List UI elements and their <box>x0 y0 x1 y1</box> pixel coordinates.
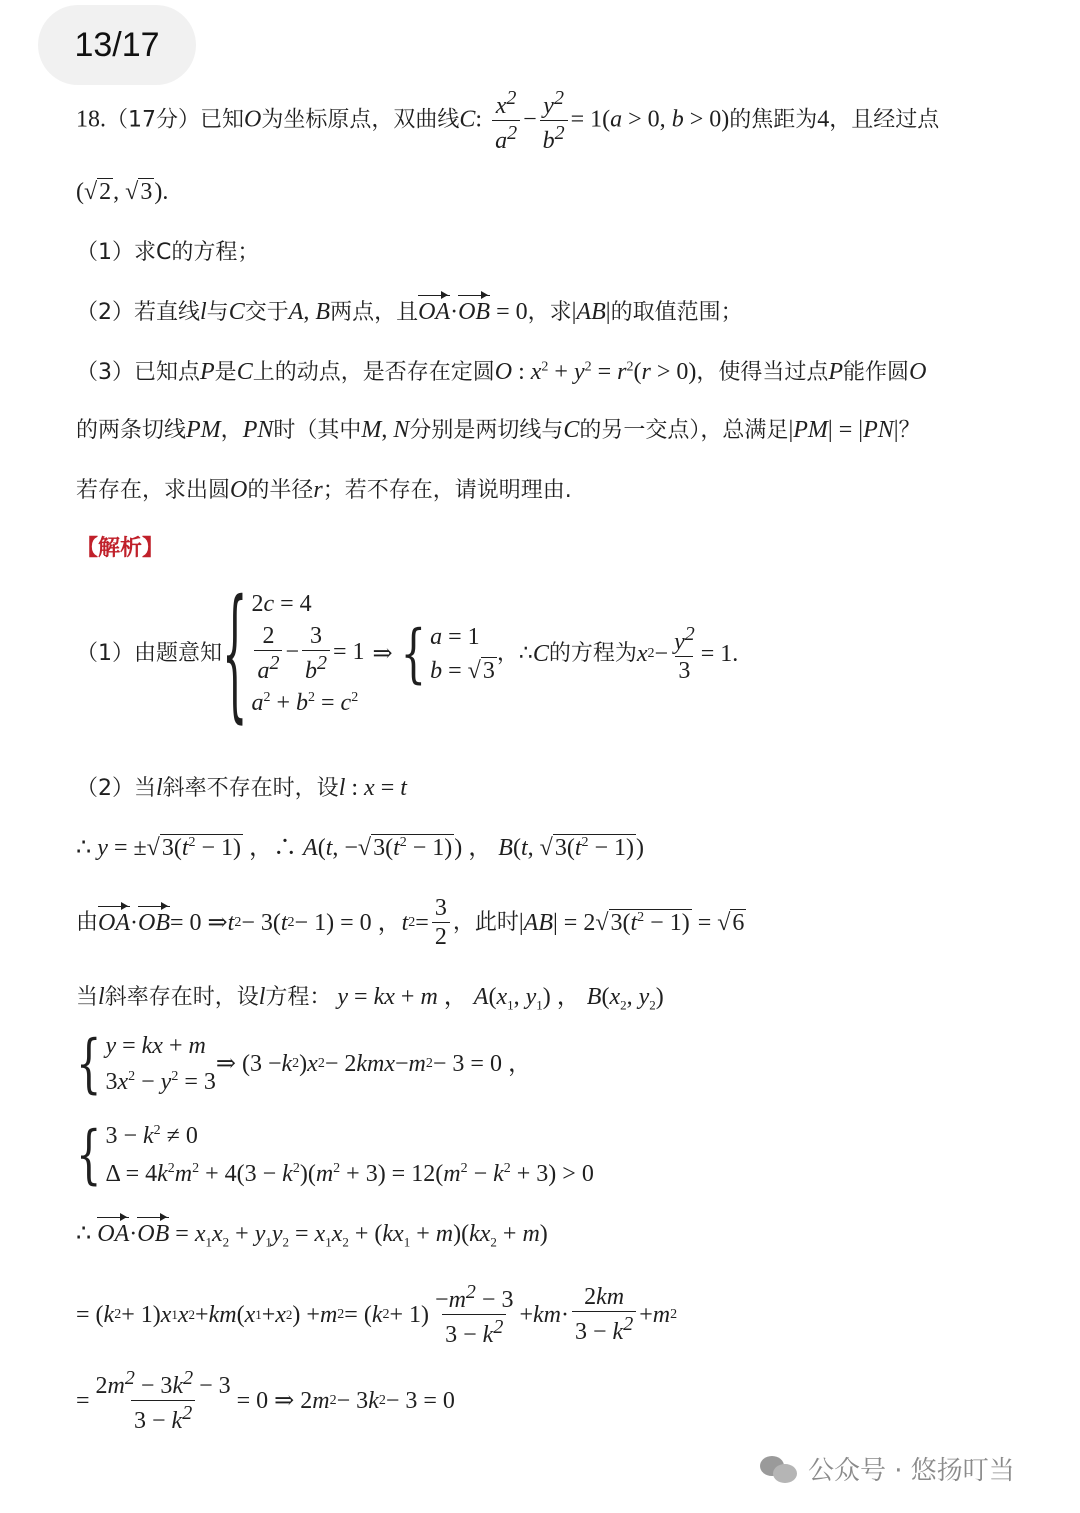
question-part-2: （2）若直线l与C交于A, B两点，且OA·OB = 0，求|AB|的取值范围； <box>76 299 743 325</box>
watermark <box>760 1450 1015 1487</box>
problem-point: (√2, √3). <box>76 179 169 205</box>
problem-text: 交于 <box>244 300 289 325</box>
problem-text: 若存在，求出圆 <box>76 478 231 503</box>
solution-part-2: （2）当l斜率不存在时，设l : x = t <box>76 775 407 801</box>
problem-text: 的另一交点），总满足 <box>579 418 789 443</box>
solution-math-line: ∴ $OA\cdot OB = x_1x_2 + y_1y_2 = x_1x_2 + (kx_1 + m)(kx_2 + m)$ <box>76 1221 548 1250</box>
problem-text: 时（其中 <box>273 418 362 443</box>
solution-math-line: 由 OA · OB = 0 ⇒ t 2 − 3( t 2 − 1) = 0 ， t 2 = $\frac{3}{2}$ ，此时 | AB | = $2√3(t^2 - 1) = √6$ <box>76 895 745 950</box>
solution-text: ，∴ <box>496 640 533 666</box>
problem-text: 的焦距为 <box>729 107 818 133</box>
solution-math-line: = ( k 2 + 1) x 1 x 2 + km ( x 1 + x 2 ) + m 2 = ( k 2 + 1) $\frac{-m^2 - 3}{3 - k^2}$ + km · $\frac{2km}{3 - k^2}$ + m 2 <box>76 1281 678 1348</box>
problem-text: ，使得当过点 <box>696 360 829 385</box>
problem-text: （2）若直线 <box>76 300 200 325</box>
solution-text: 由 <box>76 909 99 935</box>
solution-text: 斜率存在时，设 <box>104 985 259 1010</box>
solution-part-1: （1）由题意知 { 2c = 4 $\frac{2}{a^2}$ − $\frac{3}{b^2}$ = 1 $a^2 + b^2 = c^2$ ⇒ { a = 1 b = √3 ，∴ C 的方程为 x 2 − $\frac{y^2}{3}$ = 1. <box>76 570 739 737</box>
problem-text: ，求 <box>527 300 572 325</box>
problem-text: 与 <box>206 300 229 325</box>
problem-text: 分别是两切线与 <box>409 418 564 443</box>
problem-score: （17分） <box>106 107 200 133</box>
problem-text: 为坐标原点，双曲线 <box>261 107 460 133</box>
problem-header: 18.（17分）已知O为坐标原点，双曲线C: $\frac{x^2}{a^2}$ − $\frac{y^2}{b^2}$ = 1(a > 0, b > 0)的焦距为4，且经过点 <box>76 87 940 154</box>
solution-math-line: ∴ $y = \pm√3(t^2 - 1)$ ，∴ A(t, $-√3(t^2 - 1)$) ， B(t, $√3(t^2 - 1)$) <box>76 835 645 861</box>
wechat-icon <box>760 1454 798 1484</box>
solution-math-line: { y = kx + m $3x^2 - y^2 = 3$ ⇒ (3 − k 2 ) x 2 − 2 kmx − m 2 − 3 = 0 ， <box>76 1027 532 1101</box>
solution-text: 斜率不存在时，设 <box>162 776 339 801</box>
solution-text: （2）当 <box>76 776 156 801</box>
problem-text: ；若不存在，请说明理由. <box>322 478 572 503</box>
question-part-3: （3）已知点P是C上的动点，是否存在定圆O : $x^2 + y^2 = r^2(r > 0)$，使得当过点P能作圆O <box>76 359 927 385</box>
solution-math-line: = $\frac{2m^2 - 3k^2 - 3}{3 - k^2}$ = 0 ⇒ 2 m 2 − 3 k 2 − 3 = 0 <box>76 1367 455 1434</box>
problem-text: ，且经过点 <box>829 107 940 133</box>
problem-text: 已知 <box>200 107 245 133</box>
question-part-1: （1）求C的方程； <box>76 240 260 265</box>
question-part-3-cont: 的两条切线PM，PN时（其中M, N分别是两切线与C的另一交点），总满足|PM| = |PN|？ <box>76 417 921 443</box>
solution-text: 方程： <box>265 985 332 1010</box>
solution-text: 当 <box>76 985 99 1010</box>
problem-text: 上的动点，是否存在定圆 <box>252 360 495 385</box>
problem-text: 的取值范围； <box>610 300 743 325</box>
problem-text: （3）已知点 <box>76 360 200 385</box>
solution-text: ，此时 <box>452 909 519 935</box>
watermark-text: 公众号 · 悠扬叮当 <box>808 1456 1015 1486</box>
solution-text: 的方程为 <box>548 640 637 666</box>
problem-number: 18. <box>76 106 106 133</box>
problem-text: 能作圆 <box>843 360 910 385</box>
analysis-heading: 【解析】 <box>76 536 165 561</box>
problem-text: ？ <box>898 418 921 443</box>
problem-text: 的半径 <box>247 478 314 503</box>
solution-math-line: { $3 - k^2 \ne 0$ $\Delta = 4k^2m^2 + 4(3 - k^2)(m^2 + 3) = 12(m^2 - k^2 + 3) > 0$ <box>76 1118 594 1192</box>
problem-text: 的两条切线 <box>76 418 187 443</box>
page-indicator: 13/17 <box>38 5 196 85</box>
solution-math-line: 当l斜率存在时，设l方程： y = kx + m ， $A(x_1$, $y_1$) ， $B(x_2$, $y_2$) <box>76 984 664 1013</box>
problem-text: 两点，且 <box>330 300 419 325</box>
problem-text: 是 <box>214 360 237 385</box>
question-part-3-end: 若存在，求出圆O的半径r；若不存在，请说明理由. <box>76 477 572 503</box>
problem-text: ， <box>220 418 243 443</box>
solution-text: （1）由题意知 <box>76 640 222 666</box>
